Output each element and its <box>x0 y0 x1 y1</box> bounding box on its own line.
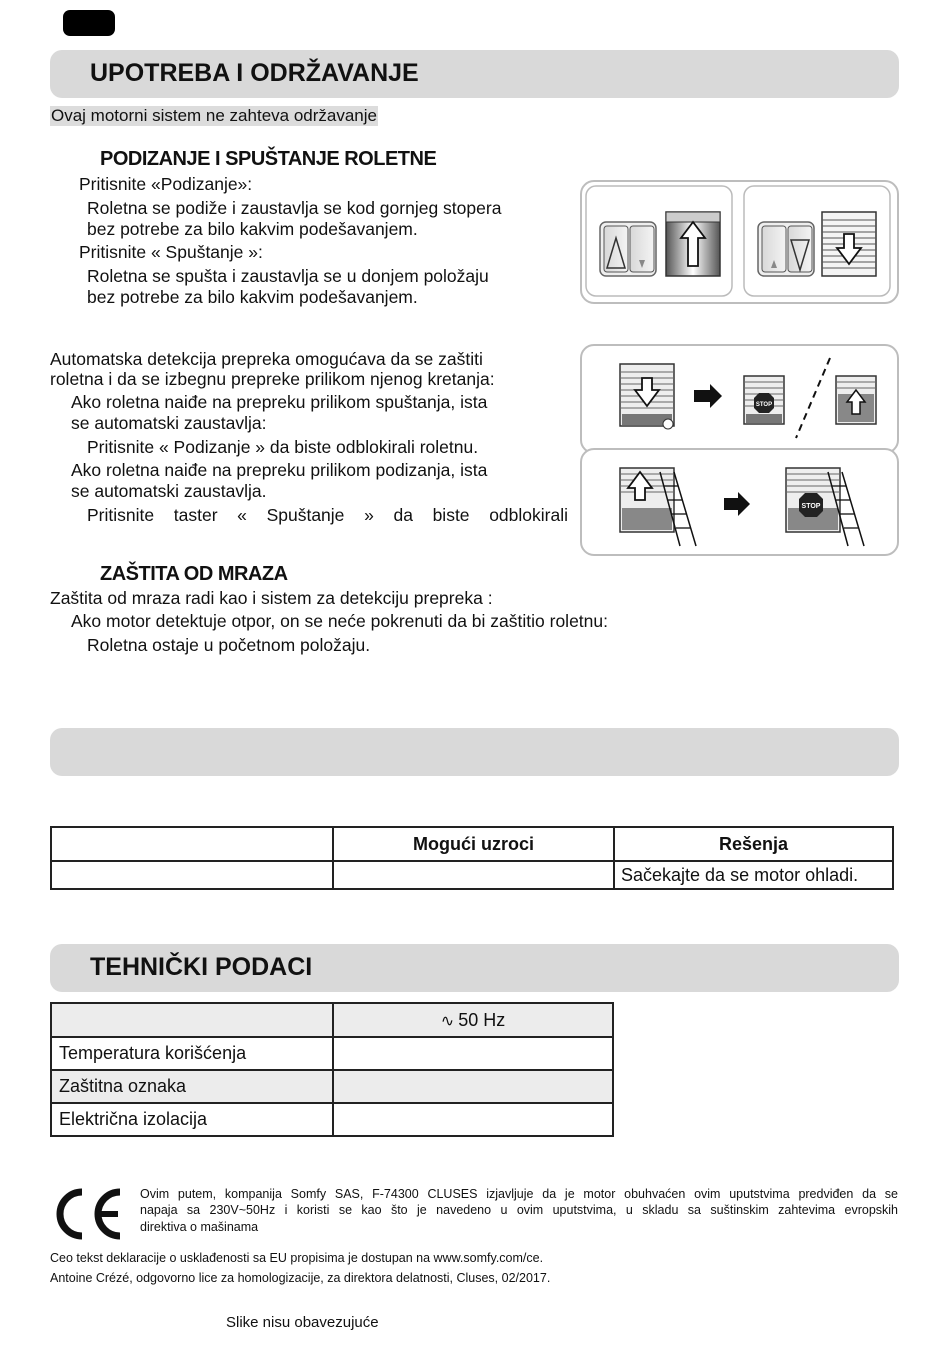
figure-obstacle-up <box>580 448 899 556</box>
tech-value-3 <box>333 1103 613 1136</box>
tech-label-1: Temperatura korišćenja <box>51 1037 333 1070</box>
ce-mark-logo <box>50 1184 126 1244</box>
section-title-tech: TEHNIČKI PODACI <box>90 953 313 981</box>
obstacle-up-case-2: se automatski zaustavlja. <box>71 481 267 501</box>
press-up-text: Pritisnite «Podizanje»: <box>79 174 253 194</box>
tech-value-2 <box>333 1070 613 1103</box>
row-cell-solution: Sačekajte da se motor ohladi. <box>614 861 893 889</box>
down-line-2: bez potrebe za bilo kakvim podešavanjem. <box>87 287 418 307</box>
obstacle-up-illustration <box>582 450 896 553</box>
tech-label-2: Zaštitna oznaka <box>51 1070 333 1103</box>
obstacle-up-action: Pritisnite taster « Spuštanje » da biste odblokirali <box>87 505 568 525</box>
figure-obstacle-down <box>580 344 899 454</box>
table-row <box>51 1003 613 1037</box>
troubleshooting-table <box>50 826 894 890</box>
footer-note: Slike nisu obavezujuće <box>226 1314 379 1331</box>
table-row <box>51 1037 613 1070</box>
up-down-illustration <box>582 182 896 301</box>
tech-value-0 <box>333 1003 613 1037</box>
obstacle-up-case-1: Ako roletna naiđe na prepreku prilikom podizanja, ista <box>71 460 488 480</box>
up-line-1: Roletna se podiže i zaustavlja se kod gornjeg stopera <box>87 198 502 218</box>
signature-text: Antoine Crézé, odgovorno lice za homologizacije, za direktora delatnosti, Cluses, 02/2017. <box>50 1271 551 1285</box>
obstacle-intro-2: roletna i da se izbegnu prepreke prilikom njenog kretanja: <box>50 369 495 389</box>
obstacle-intro-1: Automatska detekcija prepreka omogućava da se zaštiti <box>50 349 483 369</box>
header-cell-causes: Mogući uzroci <box>333 827 614 861</box>
obstacle-down-case-2: se automatski zaustavlja: <box>71 413 267 433</box>
tech-value-0-text: 50 Hz <box>458 1009 506 1030</box>
section-banner-use <box>50 50 899 98</box>
ce-declaration-line-2: napaja sa 230V~50Hz i koristi se kao što je navedeno u ovim uputstvima, u skladu sa suštinskim zahtevima evropskih <box>140 1203 898 1217</box>
section-title-use: UPOTREBA I ODRŽAVANJE <box>90 59 419 87</box>
table-header-row <box>51 827 893 861</box>
press-down-text: Pritisnite « Spuštanje »: <box>79 242 263 262</box>
frost-line-1: Zaštita od mraza radi kao i sistem za detekciju prepreka : <box>50 588 493 608</box>
tech-label-3: Električna izolacija <box>51 1103 333 1136</box>
frost-line-3: Roletna ostaje u početnom položaju. <box>87 635 371 655</box>
maintenance-note: Ovaj motorni sistem ne zahteva održavanje <box>51 106 377 125</box>
header-cell-solutions: Rešenja <box>614 827 893 861</box>
ce-declaration-line-3: direktiva o mašinama <box>140 1220 259 1234</box>
tech-label-0 <box>51 1003 333 1037</box>
ac-symbol-icon: ∿ <box>440 1012 455 1030</box>
down-line-1: Roletna se spušta i zaustavlja se u donjem položaju <box>87 266 489 286</box>
eu-declaration-link-text: Ceo tekst deklaracije o usklađenosti sa EU propisima je dostupan na www.somfy.com/ce. <box>50 1251 544 1265</box>
tech-data-table <box>50 1002 614 1137</box>
obstacle-down-case-1: Ako roletna naiđe na prepreku prilikom spuštanja, ista <box>71 392 488 412</box>
raise-lower-heading: PODIZANJE I SPUŠTANJE ROLETNE <box>100 148 437 170</box>
frost-heading: ZAŠTITA OD MRAZA <box>100 563 288 585</box>
ce-mark-icon <box>50 1184 126 1244</box>
stop-sign-label-1: STOP <box>755 402 773 408</box>
row-cell-problem <box>51 861 333 889</box>
up-line-2: bez potrebe za bilo kakvim podešavanjem. <box>87 219 418 239</box>
section-banner-troubleshooting <box>50 728 899 776</box>
header-cell-problem <box>51 827 333 861</box>
table-row <box>51 861 893 889</box>
language-tab <box>63 10 115 36</box>
table-row <box>51 1070 613 1103</box>
frost-line-2: Ako motor detektuje otpor, on se neće pokrenuti da bi zaštitio roletnu: <box>71 611 608 631</box>
obstacle-down-action: Pritisnite « Podizanje » da biste odblokirali roletnu. <box>87 437 479 457</box>
row-cell-cause <box>333 861 614 889</box>
obstacle-down-illustration <box>582 346 896 451</box>
table-row <box>51 1103 613 1136</box>
ce-declaration-line-1: Ovim putem, kompanija Somfy SAS, F-74300 CLUSES izjavljuje da je motor obuhvaćen ovim uputstvima predviđen da se <box>140 1187 898 1201</box>
section-banner-tech <box>50 944 899 992</box>
figure-up-down <box>580 180 899 304</box>
tech-value-1 <box>333 1037 613 1070</box>
stop-sign-label-2: STOP <box>801 503 821 510</box>
